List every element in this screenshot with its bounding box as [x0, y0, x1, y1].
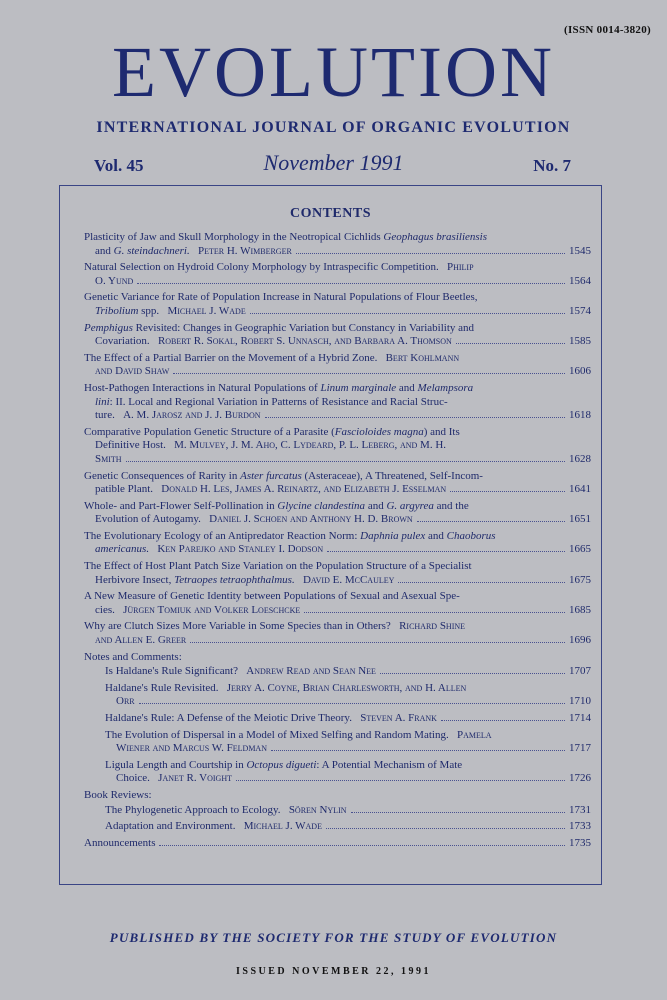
toc-entry[interactable]	[84, 530, 591, 557]
journal-title: EVOLUTION	[112, 32, 555, 112]
entry-authors: Richard Shine	[399, 620, 466, 633]
entry-first-line	[84, 261, 591, 275]
toc-entry[interactable]	[84, 620, 591, 647]
entry-species: Pemphigus	[84, 321, 133, 334]
entry-first-line	[105, 759, 591, 773]
entry-text: and	[95, 244, 114, 257]
entry-first-line	[84, 231, 591, 245]
entry-text: Haldane's Rule: A Defense of the Meiotic Drive Theory.	[105, 712, 352, 724]
leader-dots	[417, 521, 565, 522]
leader-dots	[327, 551, 565, 552]
entry-first-line	[84, 322, 591, 336]
entry-text: and	[396, 381, 418, 394]
toc-entry[interactable]	[84, 322, 591, 349]
entry-text	[352, 712, 360, 724]
issn-label: (ISSN 0014-3820)	[564, 24, 651, 36]
note-entry[interactable]	[84, 682, 591, 709]
volume-label: Vol. 45	[94, 156, 144, 175]
note-entry[interactable]	[84, 759, 591, 786]
entry-text	[377, 352, 385, 364]
entry-page: 1714	[569, 712, 591, 724]
entry-first-line	[84, 291, 591, 305]
entry-authors: Ken Parejko and Stanley I. Dodson	[157, 543, 324, 556]
entry-page: 1726	[569, 772, 591, 785]
entry-page: 1665	[569, 543, 591, 556]
entry-authors: Pamela	[456, 728, 492, 741]
leader-dots	[139, 703, 565, 704]
entry-text	[439, 261, 447, 273]
entry-authors: Andrew Read and Sean Nee	[246, 665, 376, 678]
toc-entry[interactable]	[84, 261, 591, 288]
leader-dots	[173, 373, 565, 374]
leader-dots	[450, 491, 565, 492]
entry-text	[201, 513, 209, 525]
entry-authors: Peter H. Wimberger	[197, 244, 292, 257]
entry-text: Plasticity of Jaw and Skull Morphology in the Neotropical Cichlids	[84, 231, 384, 243]
entry-authors: David E. McCauley	[302, 573, 395, 586]
toc-entry[interactable]	[84, 291, 591, 318]
entry-page: 1675	[569, 573, 591, 586]
entry-species: Geophagus brasiliensis	[383, 231, 488, 243]
entry-page: 1696	[569, 634, 591, 647]
entry-page: 1733	[569, 820, 591, 833]
entry-text: Why are Clutch Sizes More Variable in Some Species than in Others?	[84, 620, 391, 633]
entry-authors: A. M. Jarosz and J. J. Burdon	[123, 409, 261, 422]
entry-page: 1606	[569, 365, 591, 378]
leader-dots	[236, 780, 565, 781]
entry-text: Revisited: Changes in Geographic Variation but Constancy in Variability and	[132, 321, 475, 334]
entry-first-line	[105, 729, 591, 743]
note-entry[interactable]	[84, 712, 591, 726]
reviews-heading: Book Reviews:	[84, 788, 152, 801]
entry-page: 1717	[569, 742, 591, 755]
entry-species: Aster furcatus	[240, 469, 302, 482]
entry-text: A New Measure of Genetic Identity between Populations of Sexual and Asexual Spe-	[84, 590, 460, 603]
entry-text: and Allen E. Greer	[95, 634, 187, 647]
entry-first-line	[84, 590, 591, 604]
entry-text: Genetic Consequences of Rarity in	[84, 469, 241, 482]
entry-text: : A Potential Mechanism of Mate	[316, 758, 463, 771]
entry-species: Tribolium	[95, 304, 139, 317]
leader-dots	[137, 283, 565, 284]
contents-box	[59, 185, 602, 885]
entry-first-line	[84, 530, 591, 544]
entry-text: ture.	[95, 409, 115, 422]
leader-dots	[326, 828, 565, 829]
entry-text: Ligula Length and Courtship in	[105, 758, 247, 771]
entry-text: Choice.	[116, 772, 150, 785]
entry-page: 1685	[569, 603, 591, 616]
toc-entry[interactable]	[84, 382, 591, 423]
leader-dots	[250, 313, 565, 314]
entry-first-line	[84, 352, 591, 366]
issue-number: No. 7	[533, 156, 571, 175]
entry-species: Linum marginale	[320, 381, 397, 394]
entry-first-line	[84, 620, 591, 634]
entry-text: cies.	[95, 603, 115, 616]
entry-page: 1735	[569, 836, 591, 849]
note-entry[interactable]	[84, 665, 591, 679]
entry-text: Herbivore Insect,	[95, 573, 175, 586]
entry-text	[281, 804, 289, 816]
entry-authors: Michael J. Wade	[167, 304, 246, 317]
entry-text: spp.	[138, 304, 160, 317]
leader-dots	[380, 673, 565, 674]
entry-first-line	[84, 560, 591, 574]
leader-dots	[271, 750, 565, 751]
entry-page: 1641	[569, 483, 591, 496]
announcements-entry[interactable]	[84, 837, 591, 851]
entry-species: Tetraopes tetraophthalmus.	[174, 573, 295, 586]
entry-species: Melampsora	[417, 381, 474, 394]
entry-text: Smith	[95, 452, 122, 465]
publisher-line: PUBLISHED BY THE SOCIETY FOR THE STUDY OF EVOLUTION	[109, 930, 558, 945]
review-entry[interactable]	[84, 820, 591, 834]
entry-text: Definitive Host.	[95, 439, 166, 452]
issued-date-line: ISSUED NOVEMBER 22, 1991	[235, 966, 432, 977]
review-entry[interactable]	[84, 804, 591, 818]
entry-species: lini	[95, 395, 110, 408]
entry-text: Is Haldane's Rule Significant?	[105, 665, 239, 678]
entry-species: G. argyrea	[386, 499, 434, 512]
leader-dots	[190, 642, 565, 643]
entry-page: 1574	[569, 304, 591, 317]
entry-text	[115, 409, 123, 421]
entry-authors: Jerry A. Coyne, Brian Charlesworth, and H. Allen	[226, 681, 467, 694]
note-entry[interactable]	[84, 729, 591, 756]
entry-first-line	[105, 682, 591, 696]
entry-page: 1731	[569, 803, 591, 816]
entry-text: : II. Local and Regional Variation in Patterns of Resistance and Racial Struc-	[109, 395, 448, 408]
entry-authors: Sören Nylin	[288, 803, 347, 816]
leader-dots	[456, 343, 565, 344]
entry-text: Natural Selection on Hydroid Colony Morphology by Intraspecific Competition.	[84, 261, 439, 274]
entry-text: Orr	[116, 695, 135, 708]
journal-subtitle: INTERNATIONAL JOURNAL OF ORGANIC EVOLUTION	[96, 119, 571, 136]
entry-species: Fascioloides magna	[334, 425, 424, 438]
entry-authors: Daniel J. Schoen and Anthony H. D. Brown	[209, 513, 413, 526]
leader-dots	[398, 582, 565, 583]
entry-text	[391, 620, 399, 632]
entry-authors: M. Mulvey, J. M. Aho, C. Lydeard, P. L. Leberg, and M. H.	[174, 439, 447, 452]
notes-heading: Notes and Comments:	[84, 650, 182, 663]
issue-date: November 1991	[263, 150, 404, 175]
leader-dots	[441, 720, 565, 721]
leader-dots	[351, 812, 565, 813]
entry-text: The Phylogenetic Approach to Ecology.	[105, 803, 281, 816]
entry-text: The Effect of Host Plant Patch Size Variation on the Population Structure of a Specialist	[84, 560, 472, 573]
entry-authors: Jürgen Tomiuk and Volker Loeschcke	[123, 603, 301, 616]
entry-text: and the	[433, 499, 469, 512]
entry-text	[115, 604, 123, 616]
entry-text: Evolution of Autogamy.	[95, 513, 201, 526]
entry-text: Wiener and Marcus W. Feldman	[116, 742, 267, 755]
entry-text	[166, 439, 174, 451]
entry-text: The Effect of a Partial Barrier on the Movement of a Hybrid Zone.	[84, 351, 378, 364]
entry-authors: Janet R. Voight	[158, 772, 232, 785]
entry-text: ) and Its	[423, 425, 460, 438]
contents-heading: CONTENTS	[289, 206, 372, 221]
entry-text	[235, 820, 243, 832]
entry-page: 1651	[569, 513, 591, 526]
entry-species: Daphnia pulex	[360, 529, 426, 542]
leader-dots	[296, 253, 565, 254]
entry-first-line	[84, 470, 591, 484]
entry-page: 1564	[569, 274, 591, 287]
entry-text: Host-Pathogen Interactions in Natural Populations of	[84, 381, 321, 394]
entry-authors: Robert R. Sokal, Robert S. Unnasch, and Barbara A. Thomson	[157, 335, 452, 348]
entry-text: Adaptation and Environment.	[105, 820, 236, 833]
entry-text	[150, 335, 158, 347]
entry-text: and David Shaw	[95, 365, 170, 378]
toc-entry[interactable]	[84, 560, 591, 587]
entry-text: The Evolutionary Ecology of an Antipredator Reaction Norm:	[84, 529, 361, 542]
entry-authors: Steven A. Frank	[360, 712, 437, 724]
entry-page: 1710	[569, 695, 591, 708]
entry-first-line	[84, 500, 591, 514]
entry-species: Chaoborus	[446, 529, 496, 542]
entry-text	[190, 245, 198, 257]
table-of-contents	[60, 231, 601, 850]
entry-text: and	[425, 529, 447, 542]
entry-authors: Michael J. Wade	[243, 820, 322, 833]
entry-species: Octopus digueti	[246, 758, 317, 771]
entry-text: Genetic Variance for Rate of Population Increase in Natural Populations of Flour Beetles,	[84, 291, 478, 304]
entry-species: americanus.	[95, 543, 150, 556]
entry-text: and	[365, 499, 387, 512]
entry-authors: Philip	[446, 261, 474, 274]
leader-dots	[265, 417, 565, 418]
entry-page: 1545	[569, 244, 591, 257]
entry-text	[295, 574, 303, 586]
toc-entry[interactable]	[84, 231, 591, 258]
toc-entry[interactable]	[84, 470, 591, 497]
entry-text: Haldane's Rule Revisited.	[105, 681, 219, 694]
entry-text: Covariation.	[95, 335, 150, 348]
entry-text: (Asteraceae), A Threatened, Self-Incom-	[301, 469, 483, 482]
entry-page: 1628	[569, 452, 591, 465]
entry-page: 1707	[569, 665, 591, 678]
entry-page: 1585	[569, 335, 591, 348]
leader-dots	[304, 612, 565, 613]
entry-text: O. Yund	[95, 274, 134, 287]
entry-first-line	[84, 382, 591, 396]
entry-text	[219, 682, 227, 694]
toc-entry[interactable]	[84, 590, 591, 617]
entry-text: The Evolution of Dispersal in a Model of Mixed Selfing and Random Mating.	[105, 728, 449, 741]
leader-dots	[159, 845, 565, 846]
entry-text: Comparative Population Genetic Structure of a Parasite (	[84, 425, 335, 438]
leader-dots	[126, 461, 565, 462]
toc-entry[interactable]	[84, 352, 591, 379]
entry-authors: Bert Kohlmann	[385, 351, 460, 364]
toc-entry[interactable]	[84, 426, 591, 467]
entry-text: Announcements	[84, 836, 156, 849]
entry-text	[150, 772, 158, 784]
entry-species: Glycine clandestina	[277, 499, 366, 512]
entry-text	[449, 729, 457, 741]
entry-species: G. steindachneri.	[113, 244, 190, 257]
entry-first-line	[84, 426, 591, 440]
entry-authors: Donald H. Les, James A. Reinartz, and Elizabeth J. Esselman	[161, 483, 447, 496]
entry-text: Whole- and Part-Flower Self-Pollination in	[84, 499, 278, 512]
toc-entry[interactable]	[84, 500, 591, 527]
entry-page: 1618	[569, 409, 591, 422]
entry-text: patible Plant.	[95, 483, 154, 496]
